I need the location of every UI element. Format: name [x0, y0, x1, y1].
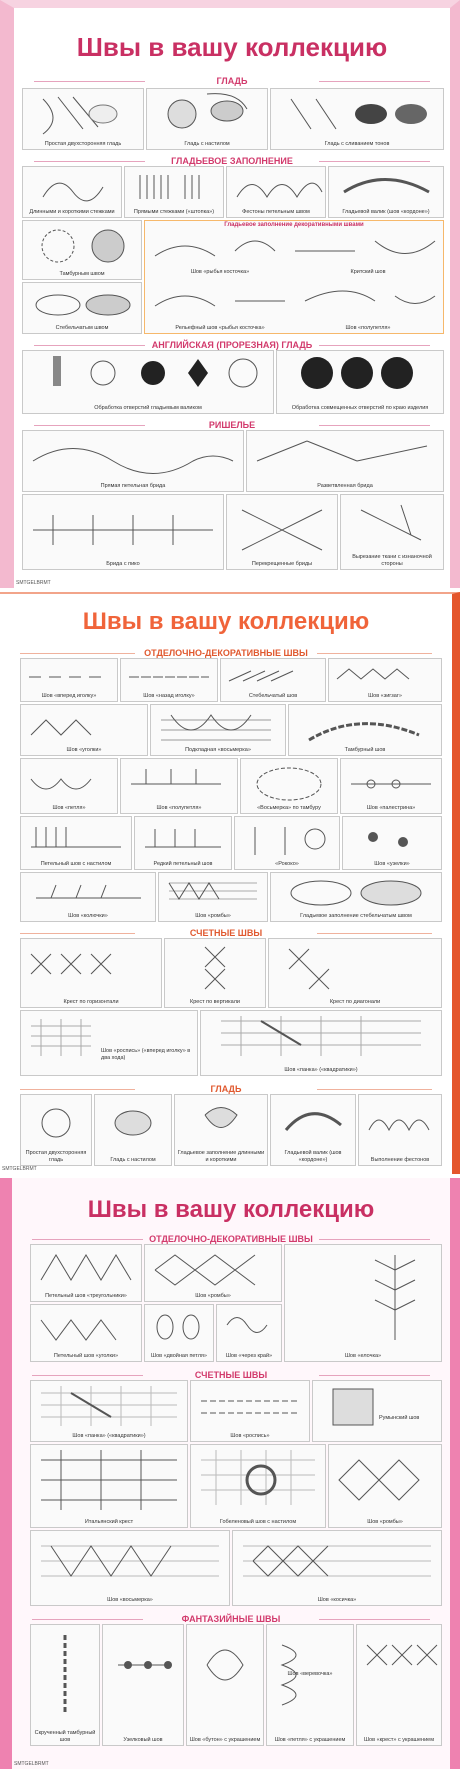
stitch-diagram: [358, 1094, 442, 1166]
diagram-caption: Шов «ромбы»: [195, 1292, 231, 1299]
section-heading: РИШЕЛЬЕ: [34, 420, 430, 430]
stitch-diagram: [220, 658, 326, 702]
stitch-diagram: [200, 1010, 442, 1076]
diagram-caption: Шов «узелки»: [374, 860, 410, 867]
diagram-caption: Рельефный шов «рыбья косточка»: [175, 324, 265, 331]
watermark: SMTGELBRMT: [2, 1166, 37, 1172]
stitch-diagram: [174, 1094, 268, 1166]
stitch-diagram: [190, 1380, 310, 1442]
stitch-diagram: [288, 704, 442, 756]
diagram-caption: Шов «уголки»: [66, 746, 102, 753]
stitch-diagram: [190, 1444, 326, 1528]
diagram-caption: Гладьевое заполнение стебельчатым швом: [300, 912, 412, 919]
diagram-caption: Тамбурным швом: [59, 270, 105, 277]
diagram-caption: Гобеленовый шов с настилом: [219, 1518, 297, 1525]
group-heading: Гладьевое заполнение декоративными швами: [224, 222, 364, 228]
stitch-diagram: [20, 1094, 92, 1166]
diagram-caption: Брида с пико: [106, 560, 140, 567]
watermark: SMTGELBRMT: [14, 1761, 49, 1767]
section-heading: АНГЛИЙСКАЯ (ПРОРЕЗНАЯ) ГЛАДЬ: [34, 340, 430, 350]
watermark: SMTGELBRMT: [16, 580, 51, 586]
section-heading: ГЛАДЬ: [34, 76, 430, 86]
stitch-diagram: [146, 88, 268, 150]
diagram-caption: Простая двухсторонняя гладь: [44, 140, 122, 147]
stitch-diagram: [120, 758, 238, 814]
diagram-caption: Шов «двойная петля»: [151, 1352, 207, 1359]
diagram-caption: Итальянский крест: [84, 1518, 134, 1525]
diagram-caption: Петельный шов «уголки»: [53, 1352, 119, 1359]
diagram-caption: Шов «назад иголку»: [143, 692, 195, 699]
diagram-caption: Шов «ромбы»: [367, 1518, 403, 1525]
diagram-caption: Тамбурный шов: [344, 746, 386, 753]
section-heading: СЧЕТНЫЕ ШВЫ: [32, 1370, 430, 1380]
stitch-diagram: [22, 282, 142, 334]
diagram-caption: Гладь с сливанием тонов: [324, 140, 390, 147]
diagram-caption: Шов «петля»: [52, 804, 86, 811]
section-heading: ОТДЕЛОЧНО-ДЕКОРАТИВНЫЕ ШВЫ: [20, 648, 432, 658]
stitch-diagram: [144, 1304, 214, 1362]
stitch-diagram: [340, 494, 444, 570]
stitch-diagram: [268, 938, 442, 1008]
diagram-caption: Перекрещенные бриды: [251, 560, 313, 567]
stitch-diagram: [22, 430, 244, 492]
stitch-diagram: [22, 166, 122, 218]
diagram-caption: Шов «панка» («квадратики»): [72, 1432, 146, 1439]
stitch-diagram: [270, 1094, 356, 1166]
diagram-caption: Прямыми стежками («штопка»): [133, 208, 215, 215]
diagram-caption: Шов «полупетля»: [345, 324, 391, 331]
page-title: Швы в вашу коллекцию: [82, 608, 370, 635]
diagram-caption: Шов «панка» («квадратики»): [284, 1066, 358, 1073]
stitch-diagram: [102, 1624, 184, 1746]
diagram-caption: Простая двухсторонняя гладь: [25, 1150, 87, 1163]
section-heading: ОТДЕЛОЧНО-ДЕКОРАТИВНЫЕ ШВЫ: [32, 1234, 430, 1244]
stitch-diagram: [240, 758, 338, 814]
stitch-diagram: [312, 1380, 442, 1442]
stitch-diagram: [158, 872, 268, 922]
diagram-caption: Узелковый шов: [123, 1736, 163, 1743]
diagram-caption: Гладь с настилом: [110, 1156, 156, 1163]
diagram-caption: Подкладная «восьмерка»: [185, 746, 251, 753]
stitch-diagram: [328, 166, 444, 218]
stitch-diagram: [234, 816, 340, 870]
stitch-diagram: [356, 1624, 442, 1746]
diagram-caption: Длинными и короткими стежками: [29, 208, 115, 215]
diagram-caption: Шов «через край»: [225, 1352, 273, 1359]
diagram-caption: Шов «палестрина»: [366, 804, 416, 811]
diagram-caption: Гладь с настилом: [184, 140, 230, 147]
diagram-caption: Шов «роспись»: [230, 1432, 270, 1439]
stitch-diagram: [266, 1624, 354, 1746]
diagram-caption: Крест по диагонали: [329, 998, 381, 1005]
diagram-caption: Скрученный тамбурный шов: [34, 1730, 96, 1743]
stitch-diagram: [30, 1304, 142, 1362]
diagram-caption: Стебельчатый шов: [248, 692, 298, 699]
diagram-caption: Гладьевой валик (шов «кордоне»): [342, 208, 430, 215]
diagram-caption: Шов «елочка»: [344, 1352, 382, 1359]
diagram-caption: Шов «косичка»: [317, 1596, 357, 1603]
diagram-caption: Шов «бутон» с украшением: [189, 1736, 261, 1743]
stitch-diagram: [30, 1530, 230, 1606]
page-1: [0, 0, 460, 588]
diagram-caption: «Восьмерка» по тамбуру: [257, 804, 321, 811]
stitch-diagram: [22, 220, 142, 280]
diagram-caption: Крест по вертикали: [190, 998, 240, 1005]
stitch-diagram: [20, 1010, 198, 1076]
diagram-caption: Шов «полупетля»: [156, 804, 202, 811]
stitch-diagram: [30, 1380, 188, 1442]
stitch-diagram: [328, 1444, 442, 1528]
diagram-caption: Петельный шов «треугольники»: [45, 1292, 127, 1299]
stitch-diagram: [20, 704, 148, 756]
diagram-caption: Шов «роспись» («вперед иголку» в два хода): [101, 1048, 191, 1061]
stitch-diagram: [134, 816, 232, 870]
stitch-diagram: [20, 872, 156, 922]
diagram-caption: Шов «восьмерка»: [107, 1596, 153, 1603]
stitch-diagram: [30, 1244, 142, 1302]
section-heading: ФАНТАЗИЙНЫЕ ШВЫ: [32, 1614, 430, 1624]
stitch-diagram: [186, 1624, 264, 1746]
page-3: [0, 1178, 460, 1769]
diagram-caption: Шов «петля» с украшением: [274, 1736, 346, 1743]
stitch-diagram: [270, 88, 444, 150]
section-heading: ГЛАДЬЕВОЕ ЗАПОЛНЕНИЕ: [34, 156, 430, 166]
diagram-caption: Вырезание ткани с изнаночной стороны: [352, 554, 432, 567]
diagram-caption: Шов «рыбья косточка»: [190, 268, 250, 275]
diagram-caption: Шов «веревочка»: [287, 1670, 333, 1677]
stitch-diagram: [164, 938, 266, 1008]
page-title: Швы в вашу коллекцию: [87, 1196, 375, 1223]
stitch-diagram: [20, 758, 118, 814]
stitch-diagram: [342, 816, 442, 870]
diagram-caption: Крест по горизонтали: [63, 998, 119, 1005]
decorative-fill-group: [144, 220, 444, 334]
diagram-caption: Критский шов: [350, 268, 386, 275]
diagram-caption: Прямая петельная брида: [100, 482, 166, 489]
diagram-caption: Шов «крест» с украшением: [364, 1736, 434, 1743]
diagram-caption: Гладьевой валик (шов «кордоне»): [284, 1150, 342, 1163]
stitch-diagram: [20, 816, 132, 870]
diagram-caption: «Рококо»: [275, 860, 299, 867]
diagram-caption: Обработка отверстий гладьевым валиком: [94, 404, 202, 411]
stitch-diagram: [124, 166, 224, 218]
page-title: Швы в вашу коллекцию: [76, 32, 388, 62]
diagram-caption: Гладьевое заполнение длинными и короткими: [177, 1150, 265, 1163]
stitch-diagram: [94, 1094, 172, 1166]
stitch-diagram: [22, 350, 274, 414]
stitch-diagram: [30, 1624, 100, 1746]
stitch-diagram: [276, 350, 444, 414]
stitch-diagram: [20, 658, 118, 702]
diagram-caption: Разветвленная брида: [317, 482, 373, 489]
diagram-caption: Редкий петельный шов: [153, 860, 213, 867]
diagram-caption: Фестоны петельным швом: [242, 208, 310, 215]
stitch-diagram: [144, 1244, 282, 1302]
stitch-diagram: [246, 430, 444, 492]
stitch-diagram: [20, 938, 162, 1008]
stitch-diagram: [30, 1444, 188, 1528]
stitch-diagram: [120, 658, 218, 702]
stitch-diagram: [22, 88, 144, 150]
stitch-diagram: [226, 166, 326, 218]
stitch-diagram: [150, 704, 286, 756]
diagram-caption: Шов «зигзаг»: [368, 692, 402, 699]
diagram-caption: Шов «колючки»: [68, 912, 108, 919]
stitch-diagram: [22, 494, 224, 570]
stitch-diagram: [328, 658, 442, 702]
stitch-diagram: [270, 872, 442, 922]
diagram-caption: Петельный шов с настилом: [40, 860, 112, 867]
section-heading: СЧЕТНЫЕ ШВЫ: [20, 928, 432, 938]
stitch-diagram: [284, 1244, 442, 1362]
diagram-caption: Шов «ромбы»: [195, 912, 231, 919]
diagram-caption: Обработка совмещенных отверстий по краю изделия: [291, 404, 429, 411]
diagram-caption: Шов «вперед иголку»: [41, 692, 97, 699]
stitch-diagram: [216, 1304, 282, 1362]
diagram-caption: Стебельчатым швом: [55, 324, 109, 331]
stitch-diagram: [226, 494, 338, 570]
stitch-diagram: [340, 758, 442, 814]
diagram-caption: Румынский шов: [379, 1414, 420, 1421]
section-heading: ГЛАДЬ: [20, 1084, 432, 1094]
diagram-caption: Выполнение фестонов: [370, 1156, 430, 1163]
stitch-diagram: [232, 1530, 442, 1606]
page-2: [0, 592, 460, 1174]
